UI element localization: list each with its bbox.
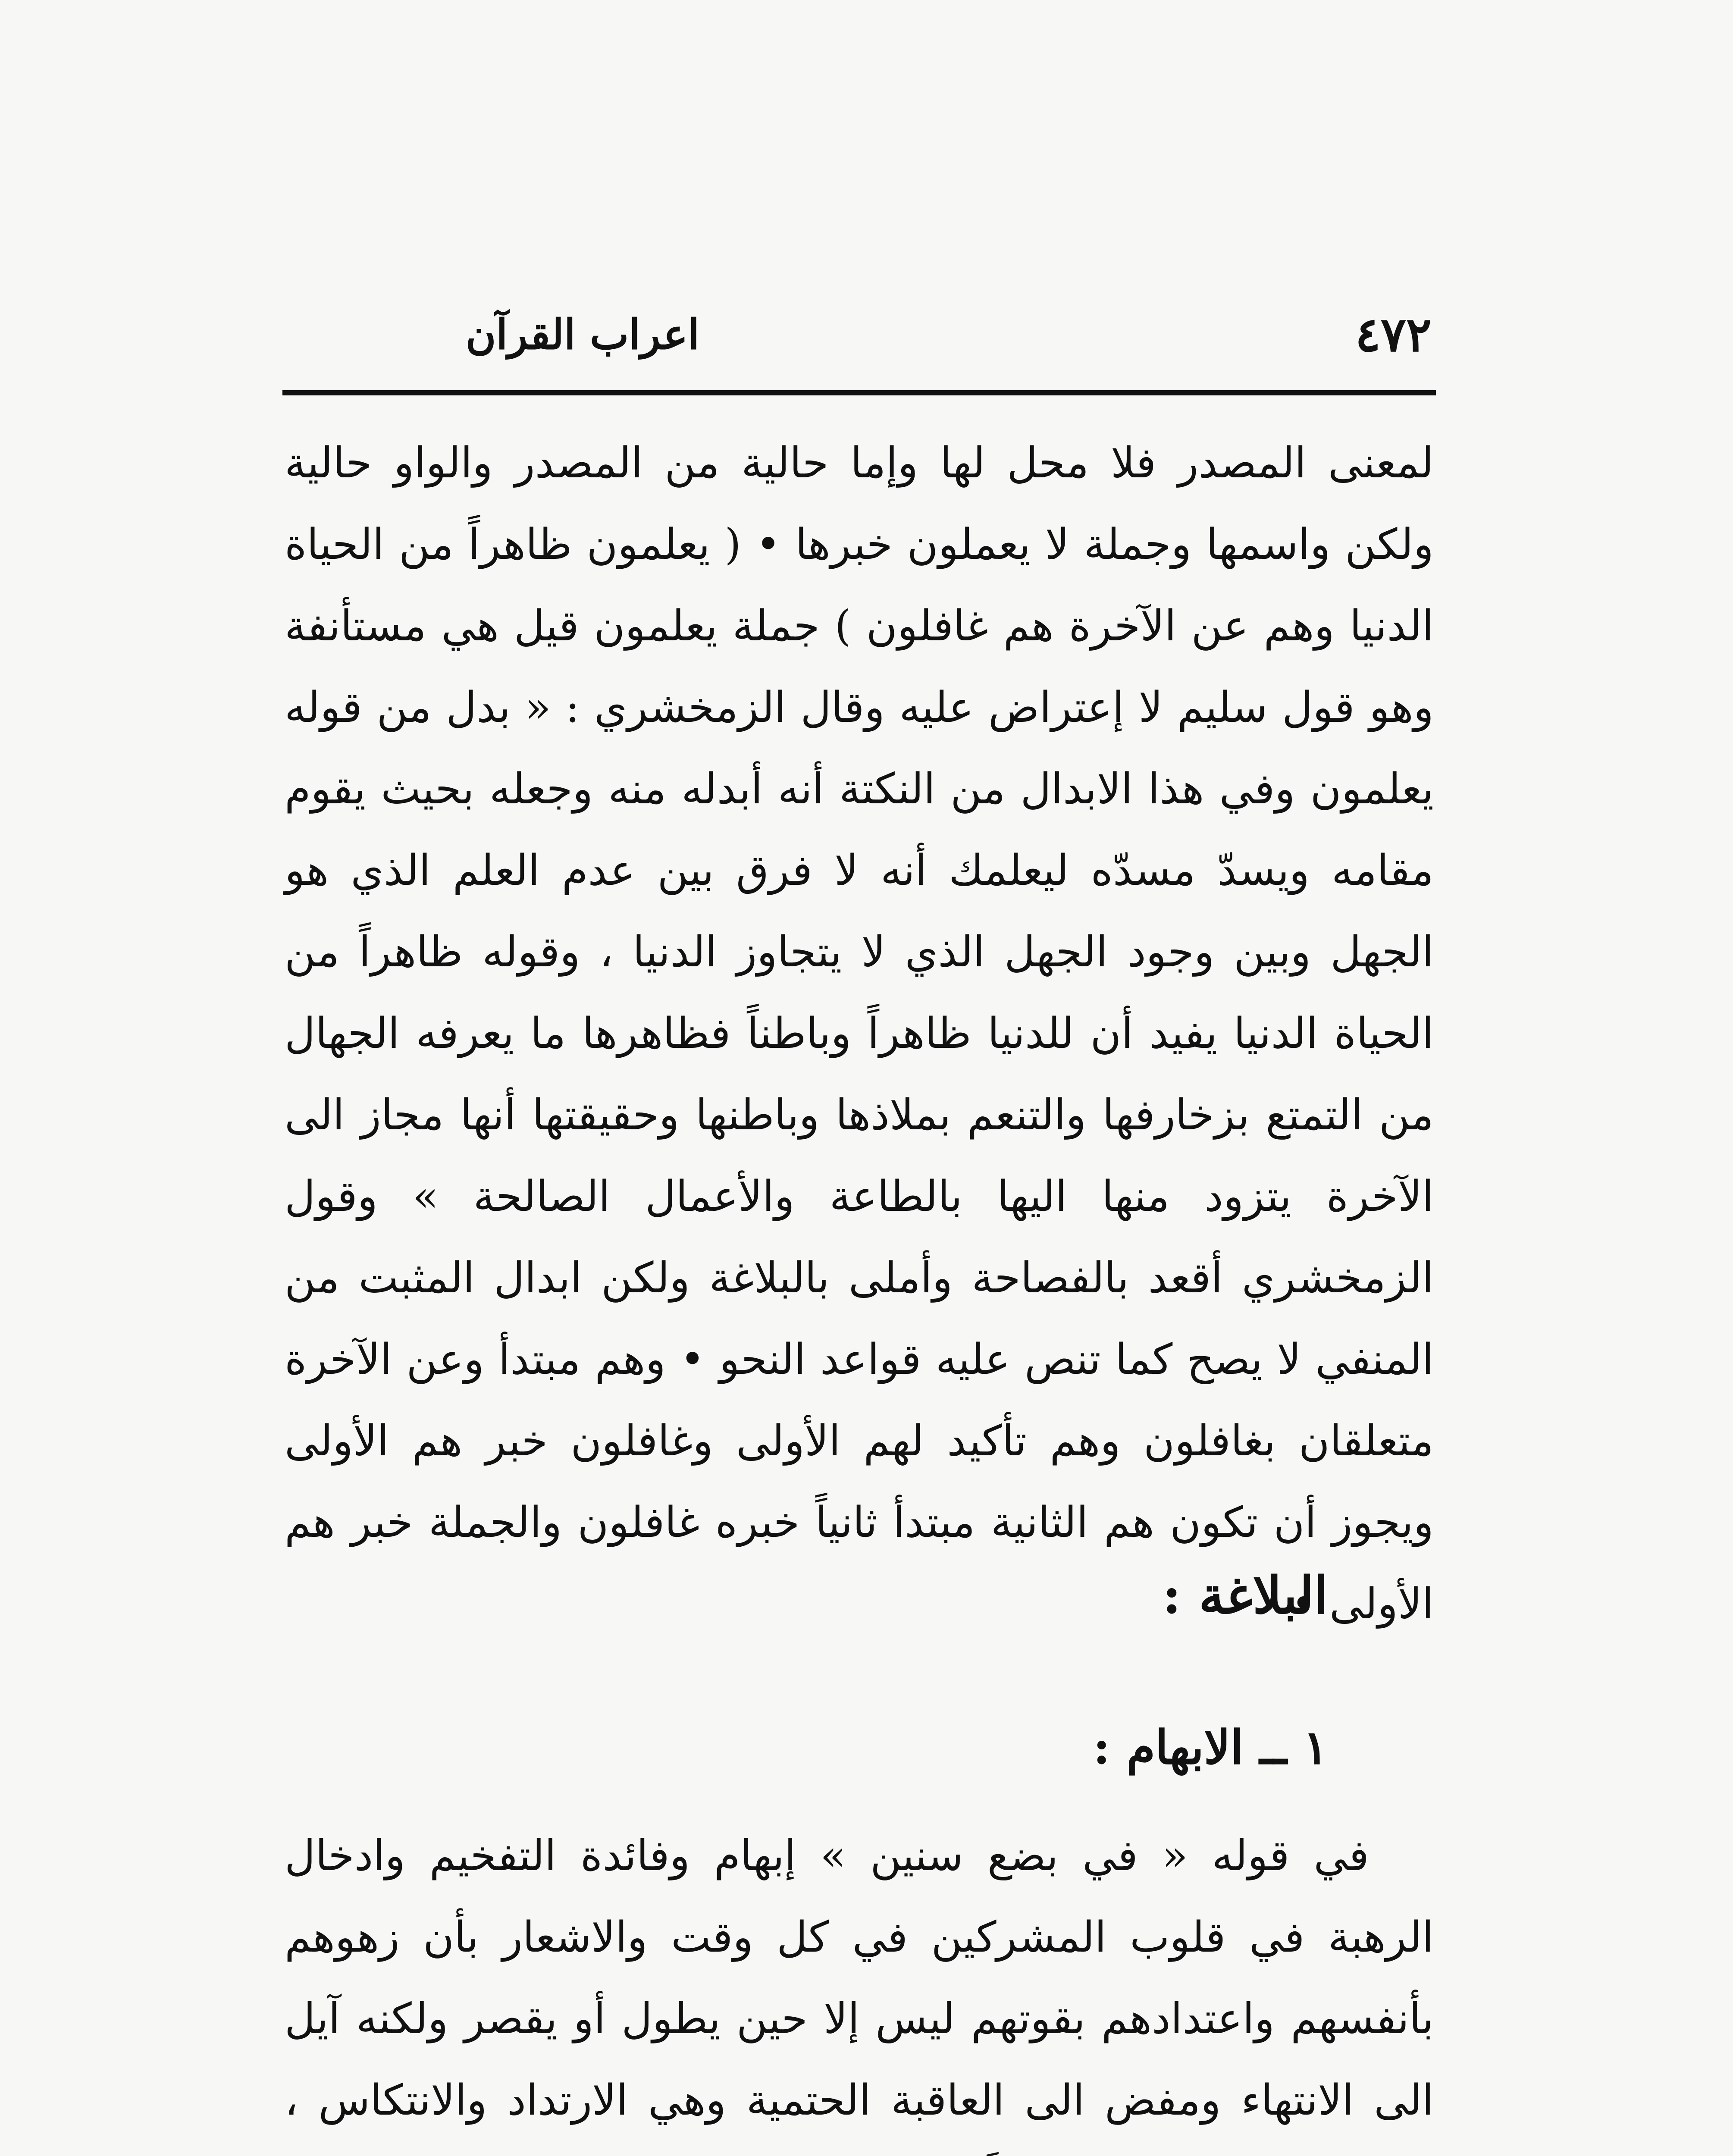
page-number: ٤٧٢ [1355,306,1432,362]
body-paragraph-1 [285,423,1434,1645]
book-title: اعراب القرآن [466,310,700,359]
paragraph-text: في قوله « في بضع سنين » إبهام وفائدة التفخيم وادخال الرهبة في قلوب المشركين في كل وقت والاشعار بأن زهوهم بأنفسهم واعتدادهم بقوتهم ليس إلا حين يطول أو يقصر ولكنه آيل الى الانتهاء ومفض الى العاقبة الحتمية وهي الارتداد والانتكاس ، [285,1831,1434,2125]
page-header [285,302,1432,367]
header-rule [282,390,1436,395]
body-paragraph-2 [285,1815,1434,2156]
sub-heading: ١ ــ الابهام : [1093,1720,1328,1775]
section-heading: البلاغة : [1162,1565,1328,1625]
paragraph-text: لمعنى المصدر فلا محل لها وإما حالية من المصدر والواو حالية ولكن واسمها وجملة لا يعملون خبرها • ( يعلمون ظاهراً من الحياة الدنيا وهم عن الآخرة هم غافلون ) جملة يعلمون قيل هي مستأنفة وهو قول سليم لا إعتراض عليه وقال الزمخشري : « بدل من قوله يعلمون وفي هذا الابدال من النكتة أنه أبدله منه وجعله بحيث يقوم مقامه ويسدّ مسدّه ليعلمك أنه لا فرق بين عدم العلم الذي هو الجهل وبين وجود الجهل الذي لا يتجاوز الدنيا ، وقوله ظاهراً من الحياة الدنيا يفيد أن للدنيا ظاهراً وباطناً فظاهرها ما يعرفه الجهال من التمتع بزخارفها والتنعم بملاذها وباطنها وحقيقتها أنها مجاز الى الآخرة يتزود منها اليها بالطاعة والأعمال الصالحة » وقول الزمخشري أقعد بالفصاحة وأملى بالبلاغة ولكن ابدال المثبت من المنفي لا يصح كما تنص عليه قواعد النحو • وهم مبتدأ وعن الآخرة متعلقان بغافلون وهم تأكيد لهم الأولى وغافلون خبر هم الأولى ويجوز أن تكون هم الثانية مبتدأ ثانياً خبره غافلون والجملة خبر هم الأولى • [285,439,1434,1629]
